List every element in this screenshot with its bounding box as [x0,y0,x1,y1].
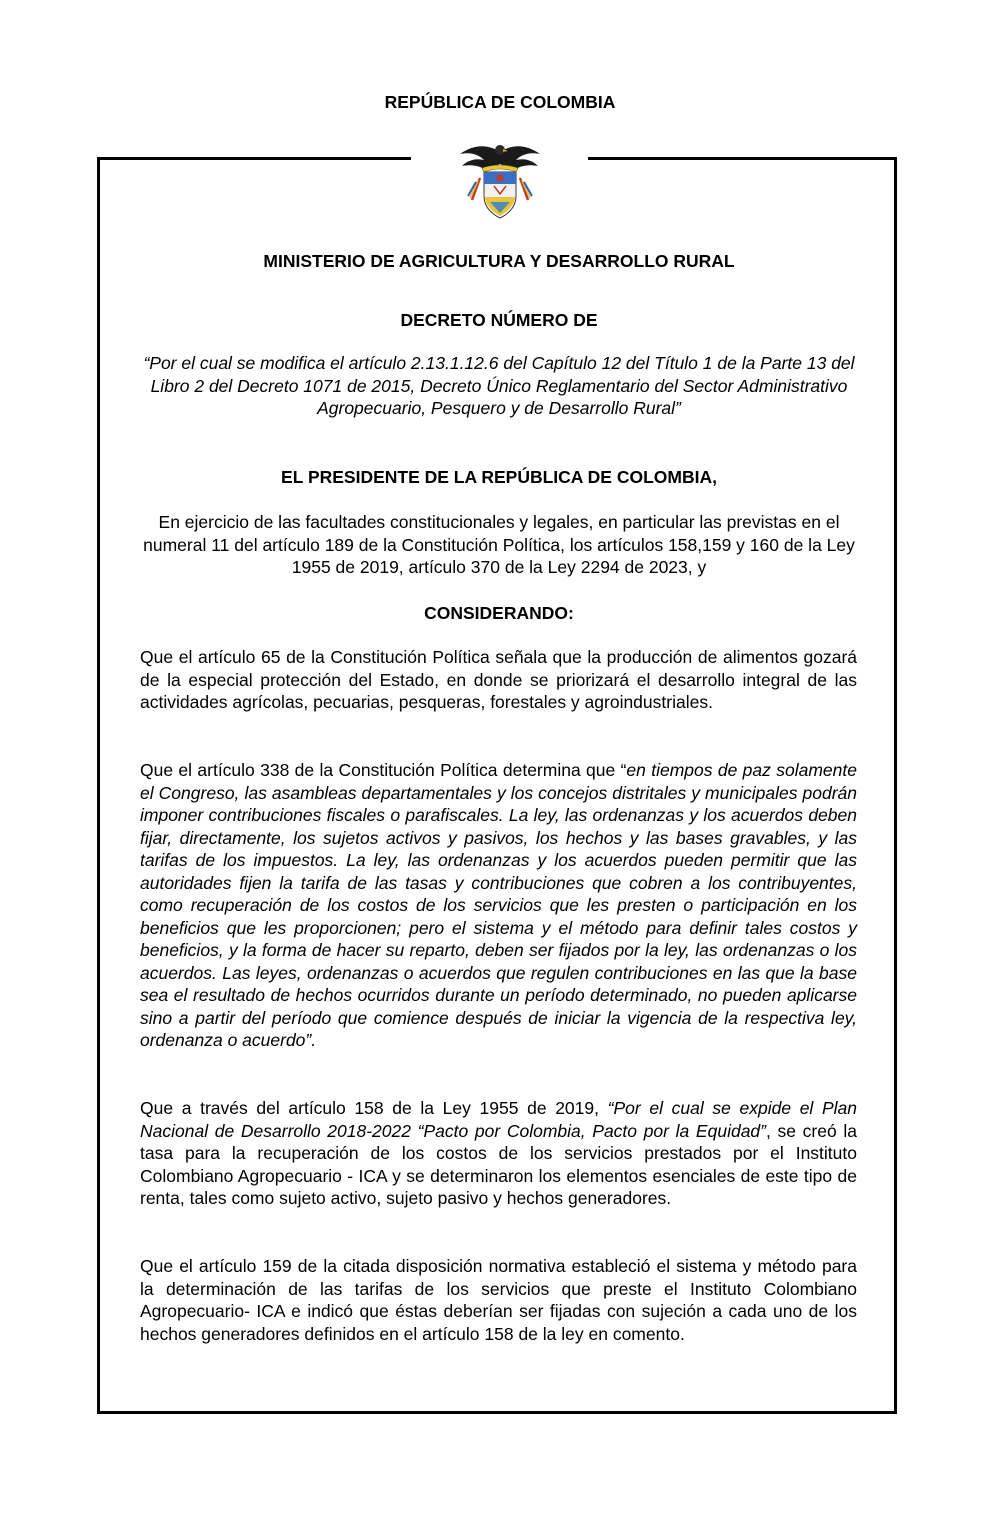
frame-top-rule-left [97,157,411,160]
coat-of-arms-icon [454,138,546,224]
intro-paragraph: En ejercicio de las facultades constitucionales y legales, en particular las previstas en el numeral 11 del artículo 189 de la Constitución Política, los artículos 158,159 y 160 de la Ley 1955 de 2019, artículo 370 de la Ley 2294 de 2023, y [143,512,855,577]
considering-heading: CONSIDERANDO: [424,603,574,623]
paragraph-article-158-rest: , se creó la tasa para la recuperación de los costos de los servicios prestados por el Instituto Colombiano Agropecuario - ICA y se determinaron los elementos esenciales de este tipo de renta, tales como sujeto activo, sujeto pasivo y hechos generadores. [140,1120,857,1208]
decree-number-heading: DECRETO NÚMERO DE [400,310,598,330]
paragraph-article-158-quote: “Por el cual se expide el Plan Nacional de Desarrollo 2018-2022 “Pacto por Colombia, Pacto por la Equidad” [140,1098,857,1141]
frame-top-rule-right [588,157,897,160]
paragraph-article-158 [140,1097,857,1210]
paragraph-article-65: Que el artículo 65 de la Constitución Política señala que la producción de alimentos gozará de la especial protección del Estado, en donde se priorizará el desarrollo integral de las actividades agrícolas, pecuarias, pesqueras, forestales y agroindustriales. [140,647,857,712]
ministry-heading: MINISTERIO DE AGRICULTURA Y DESARROLLO RURAL [263,251,735,271]
issuer-heading: EL PRESIDENTE DE LA REPÚBLICA DE COLOMBIA, [281,467,717,487]
paragraph-article-158-lead: Que a través del artículo 158 de la Ley 1955 de 2019, [140,1098,608,1118]
decree-title: “Por el cual se modifica el artículo 2.13.1.12.6 del Capítulo 12 del Título 1 de la Parte 13 del Libro 2 del Decreto 1071 de 2015, Decreto Único Reglamentario del Sector Administrativo Agropecuario, Pesquero y de Desarrollo Rural” [143,353,855,418]
paragraph-article-159: Que el artículo 159 de la citada disposición normativa estableció el sistema y método para la determinación de las tarifas de los servicios que preste el Instituto Colombiano Agropecuario- ICA e indicó que éstas deberían ser fijadas con sujeción a cada uno de los hechos generadores definidos en el artículo 158 de la ley en comento. [140,1256,857,1344]
country-heading: REPÚBLICA DE COLOMBIA [384,92,616,112]
paragraph-article-338-lead: Que el artículo 338 de la Constitución Política determina que “ [140,760,627,780]
paragraph-article-338-quote: en tiempos de paz solamente el Congreso, las asambleas departamentales y los concejos distritales y municipales podrán imponer contribuciones fiscales o parafiscales. La ley, las ordenanzas y los acuerdos deben fijar, directamente, los sujetos activos y pasivos, los hechos y las bases gravables, y las tarifas de los impuestos. La ley, las ordenanzas y los acuerdos pueden permitir que las autoridades fijen la tarifa de las tasas y contribuciones que cobren a los contribuyentes, como recuperación de los costos de los servicios que les presten o participación en los beneficios que les proporcionen; pero el sistema y el método para definir tales costos y beneficios, y la forma de hacer su reparto, deben ser fijados por la ley, las ordenanzas o los acuerdos. Las leyes, ordenanzas o acuerdos que regulen contribuciones en las que la base sea el resultado de hechos ocurridos durante un período determinado, no pueden aplicarse sino a partir del período que comience después de iniciar la vigencia de la respectiva ley, ordenanza o acuerdo”. [140,760,857,1050]
paragraph-article-338 [140,759,857,1052]
